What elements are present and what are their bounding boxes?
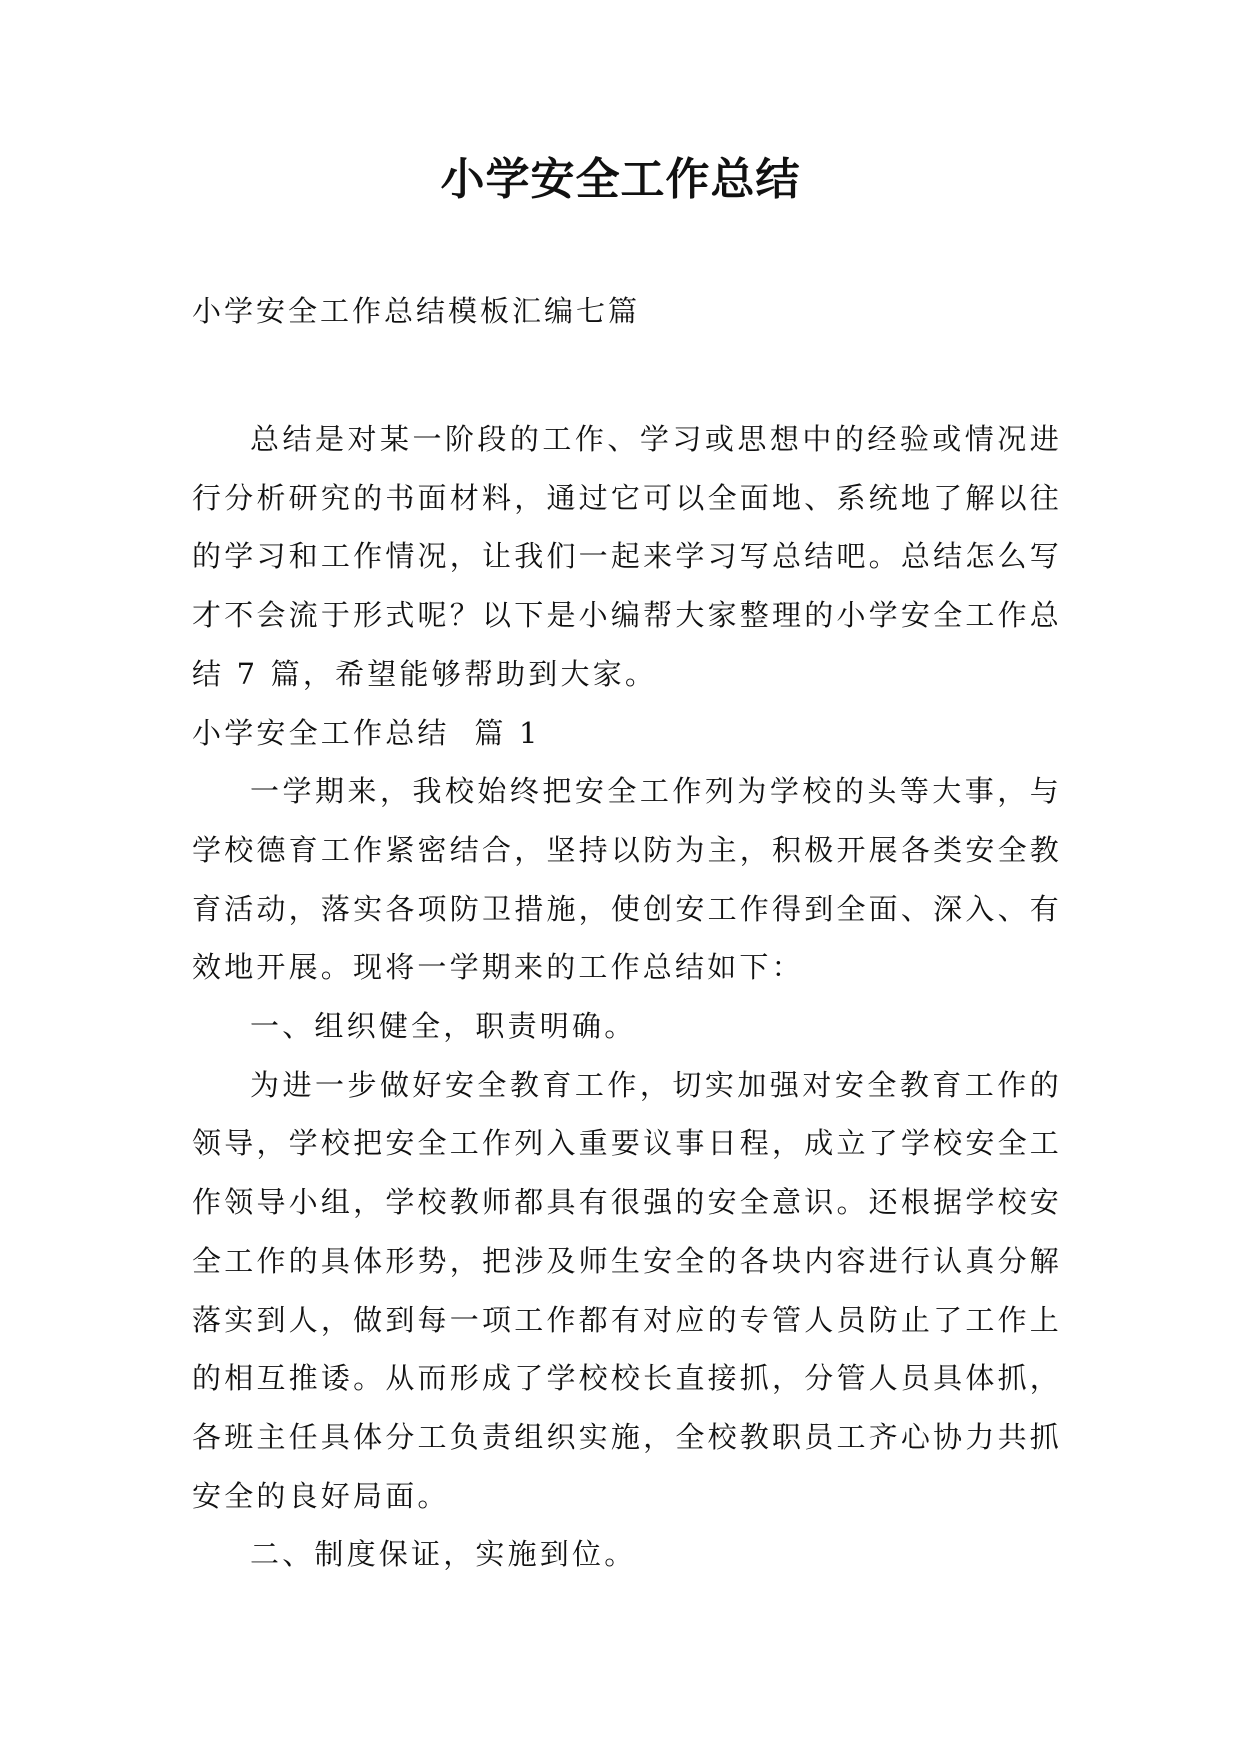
document-body — [192, 410, 1062, 1584]
heading-system: 二、制度保证，实施到位。 — [250, 1537, 637, 1572]
paragraph-1: 一学期来，我校始终把安全工作列为学校的头等大事，与学校德育工作紧密结合，坚持以防为主，积极开展各类安全教育活动，落实各项防卫措施，使创安工作得到全面、深入、有效地开展。现将一学期来的工作总结如下： — [192, 774, 1062, 985]
document-title: 小学安全工作总结 — [440, 154, 801, 205]
heading-organization: 一、组织健全，职责明确。 — [250, 1009, 637, 1044]
section-heading: 小学安全工作总结 篇 1 — [192, 715, 541, 750]
paragraph-2: 为进一步做好安全教育工作，切实加强对安全教育工作的领导，学校把安全工作列入重要议事日程，成立了学校安全工作领导小组，学校教师都具有很强的安全意识。还根据学校安全工作的具体形势，把涉及师生安全的各块内容进行认真分解落实到人，做到每一项工作都有对应的专管人员防止了工作上的相互推诿。从而形成了学校校长直接抓，分管人员具体抓，各班主任具体分工负责组织实施，全校教职员工齐心协力共抓安全的良好局面。 — [192, 1067, 1062, 1513]
intro-paragraph: 总结是对某一阶段的工作、学习或思想中的经验或情况进行分析研究的书面材料，通过它可以全面地、系统地了解以往的学习和工作情况，让我们一起来学习写总结吧。总结怎么写才不会流于形式呢？以下是小编帮大家整理的小学安全工作总结 7 篇，希望能够帮助到大家。 — [192, 422, 1062, 691]
document-subtitle: 小学安全工作总结模板汇编七篇 — [192, 294, 641, 328]
